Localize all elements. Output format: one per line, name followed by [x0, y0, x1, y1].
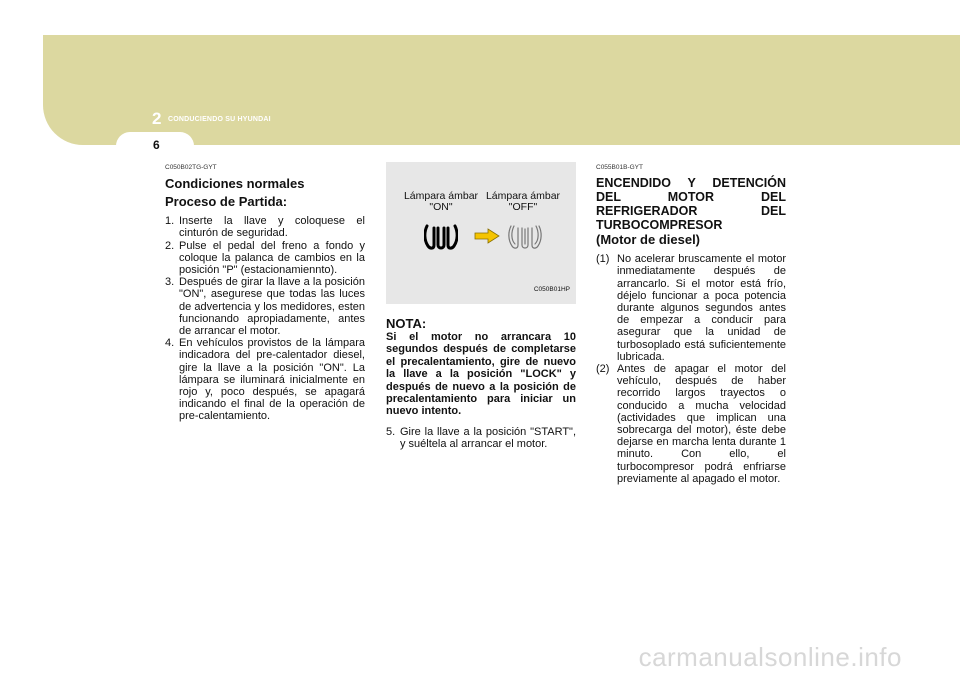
watermark: carmanualsonline.info — [638, 642, 902, 672]
turbo-instructions-list — [596, 253, 786, 485]
arrow-right-icon — [474, 228, 500, 244]
page-badge — [116, 132, 194, 160]
list-item: 4. En vehículos provistos de la lámpara indicadora del pre-calentador diesel, gire la llave a la posición "ON". La lámpara se iluminará inicialmente en rojo y, poco después, se apagará indicando el final de la operación de pre-calentamiento. — [165, 337, 365, 423]
note-body: Si el motor no arrancara 10 segundos después de completarse el precalentamiento, gire de nuevo la llave a la posición "LOCK" y después de nuevo a la posición de precalentamiento para iniciar un nuevo intento. — [386, 331, 576, 418]
preheat-lamp-figure — [386, 162, 576, 304]
chapter-number: 2 — [152, 109, 162, 128]
list-item: (2) Antes de apagar el motor del vehículo, después de haber recorrido largos trayectos o conducido a mucha velocidad (actividades que implican una sobrecarga del motor), éste debe dejarse en marcha lenta durante 1 minuto. Con ello, el turbocompresor podrá enfriarse previamente al apagado el motor. — [596, 363, 786, 485]
section-title: Condiciones normales — [165, 176, 305, 192]
chapter-title: CONDUCIENDO SU HYUNDAI — [168, 116, 271, 123]
side-margin — [0, 145, 43, 678]
step-list — [386, 426, 576, 450]
list-item: 1. Inserte la llave y coloquese el cinturón de seguridad. — [165, 215, 365, 240]
section-title: ENCENDIDO Y DETENCIÓN DEL MOTOR DEL REFRIGERADOR DEL TURBOCOMPRESOR — [596, 176, 786, 233]
page-number: 6 — [153, 138, 160, 152]
column-turbo — [596, 162, 786, 485]
list-item: 5. Gire la llave a la posición "START", y suéltela al arrancar el motor. — [386, 425, 576, 451]
list-item: 2. Pulse el pedal del freno a fondo y coloque la palanca de cambios en la posición "P" (estacionamiennto). — [165, 239, 365, 277]
section-code: C055B01B-GYT — [596, 164, 643, 171]
figure-code: C050B01HP — [533, 285, 570, 293]
section-subtitle: Proceso de Partida: — [165, 194, 288, 210]
header-band — [43, 35, 960, 145]
glow-plug-off-icon — [508, 222, 542, 252]
section-code: C050B02TG-GYT — [165, 164, 217, 171]
glow-plug-on-icon — [424, 222, 458, 252]
list-item: (1) No acelerar bruscamente el motor inmediatamente después de arrancarlo. Si el motor está frío, déjelo funcionar a poca potencia durante algunos segundos antes de empezar a conducir para asegurar que la unidad de turbosoplado está suficientemente lubricada. — [596, 253, 786, 363]
list-item: 3. Después de girar la llave a la posición "ON", asegurese que todas las luces de advertencia y los medidores, esten funcionando apropiadamente, antes de arrancar el motor. — [165, 276, 365, 338]
label-lamp-on: Lámpara ámbar "ON" — [403, 190, 479, 213]
start-procedure-list — [165, 215, 365, 422]
label-lamp-off: Lámpara ámbar "OFF" — [485, 190, 561, 213]
column-normal-conditions — [165, 162, 365, 423]
note-title: NOTA: — [386, 316, 427, 331]
column-note — [386, 162, 576, 450]
section-subtitle: (Motor de diesel) — [596, 232, 701, 248]
